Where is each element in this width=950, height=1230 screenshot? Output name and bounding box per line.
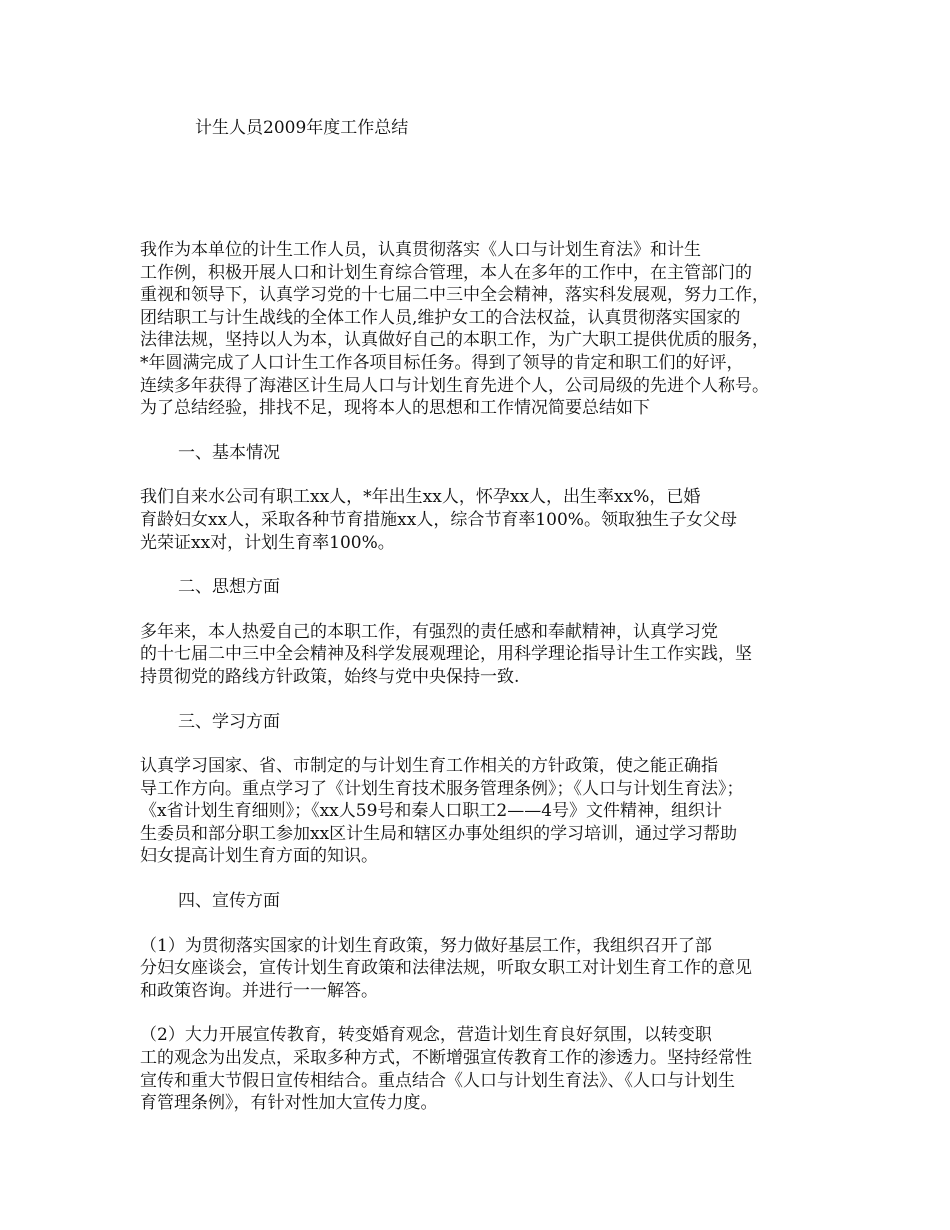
paragraph-study [140, 755, 820, 868]
text-line: 为了总结经验，排找不足，现将本人的思想和工作情况简要总结如下 [140, 398, 650, 419]
section-heading-thought: 二、思想方面 [178, 577, 280, 598]
text-line: 光荣证xx对，计划生育率100%。 [140, 532, 395, 553]
text-line: 育龄妇女xx人，采取各种节育措施xx人，综合节育率100%。领取独生子女父母 [140, 509, 737, 530]
text-line: 工作例，积极开展人口和计划生育综合管理，本人在多年的工作中，在主管部门的 [140, 262, 752, 283]
text-line: 宣传和重大节假日宣传相结合。重点结合《人口与计划生育法》、《人口与计划生 [140, 1070, 735, 1091]
text-line: 和政策咨询。并进行一一解答。 [140, 980, 378, 1001]
text-line: （1）为贯彻落实国家的计划生育政策，努力做好基层工作，我组织召开了部 [140, 935, 712, 956]
text-line: 重视和领导下，认真学习党的十七届二中三中全会精神，落实科发展观，努力工作， [140, 285, 769, 306]
text-line: 我作为本单位的计生工作人员，认真贯彻落实《人口与计划生育法》和计生 [140, 240, 701, 260]
text-line: 工的观念为出发点，采取多种方式，不断增强宣传教育工作的渗透力。坚持经常性 [140, 1048, 752, 1069]
paragraph-publicity-1 [140, 935, 820, 1003]
section-heading-publicity: 四、宣传方面 [178, 891, 280, 912]
text-line: 多年来，本人热爱自己的本职工作，有强烈的责任感和奉献精神，认真学习党 [140, 621, 718, 642]
text-line: 育管理条例》，有针对性加大宣传力度。 [140, 1093, 438, 1114]
document-title: 计生人员2009年度工作总结 [195, 118, 409, 138]
text-line: 生委员和部分职工参加xx区计生局和辖区办事处组织的学习培训，通过学习帮助 [140, 823, 738, 844]
text-line: 的十七届二中三中全会精神及科学发展观理论，用科学理论指导计生工作实践，坚 [140, 644, 752, 665]
text-line: 连续多年获得了海港区计生局人口与计划生育先进个人，公司局级的先进个人称号。 [140, 375, 769, 396]
text-line: 团结职工与计生战线的全体工作人员,维护女工的合法权益，认真贯彻落实国家的 [140, 307, 741, 328]
text-line: 分妇女座谈会，宣传计划生育政策和法律法规，听取女职工对计划生育工作的意见 [140, 958, 752, 979]
paragraph-intro [140, 239, 820, 420]
section-heading-study: 三、学习方面 [178, 711, 280, 732]
document-body [140, 239, 820, 1137]
paragraph-publicity-2 [140, 1024, 820, 1114]
text-line: 《x省计划生育细则》；《xx人59号和秦人口职工2——4号》文件精神，组织计 [140, 801, 723, 822]
paragraph-basic-info [140, 486, 820, 554]
text-line: 我们自来水公司有职工xx人，*年出生xx人，怀孕xx人，出生率xx%，已婚 [140, 487, 701, 508]
text-line: *年圆满完成了人口计生工作各项目标任务。得到了领导的肯定和职工们的好评， [140, 352, 744, 373]
text-line: 持贯彻党的路线方针政策，始终与党中央保持一致. [140, 666, 520, 687]
text-line: 认真学习国家、省、市制定的与计划生育工作相关的方针政策，使之能正确指 [140, 756, 718, 777]
text-line: 导工作方向。重点学习了《计划生育技术服务管理条例》；《人口与计划生育法》； [140, 778, 744, 799]
paragraph-thought [140, 621, 820, 689]
text-line: 妇女提高计划生育方面的知识。 [140, 846, 378, 867]
section-heading-basic-info: 一、基本情况 [178, 442, 280, 463]
text-line: 法律法规，坚持以人为本，认真做好自己的本职工作，为广大职工提供优质的服务， [140, 330, 769, 351]
text-line: （2）大力开展宣传教育，转变婚育观念，营造计划生育良好氛围，以转变职 [140, 1025, 712, 1046]
